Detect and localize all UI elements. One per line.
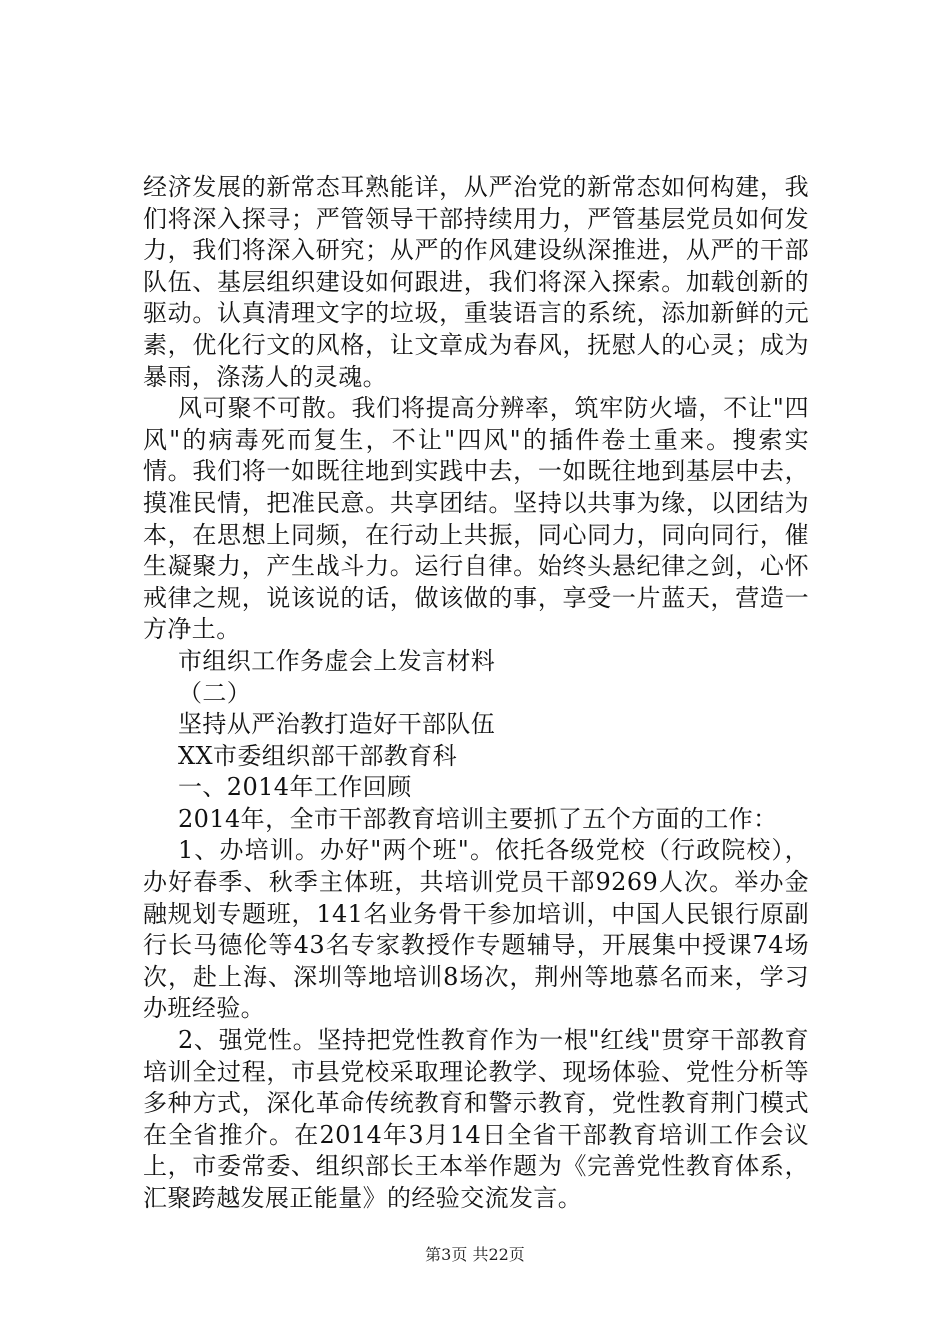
- paragraph: 1、办培训。办好"两个班"。依托各级党校（行政院校），办好春季、秋季主体班，共培训党员干部9269人次。举办金融规划专题班，141名业务骨干参加培训，中国人民银行原副行长马德伦等43名专家教授作专题辅导，开展集中授课74场次，赴上海、深圳等地培训8场次，荆州等地慕名而来，学习办班经验。: [143, 836, 809, 1023]
- document-subtitle: （二）: [178, 678, 252, 707]
- paragraph: 2、强党性。坚持把党性教育作为一根"红线"贯穿干部教育培训全过程，市县党校采取理论教学、现场体验、党性分析等多种方式，深化革命传统教育和警示教育，党性教育荆门模式在全省推介。在2014年3月14日全省干部教育培训工作会议上，市委常委、组织部长王本举作题为《完善党性教育体系，汇聚跨越发展正能量》的经验交流发言。: [143, 1026, 809, 1212]
- author-line: XX市委组织部干部教育科: [178, 741, 457, 770]
- paragraph: 2014年，全市干部教育培训主要抓了五个方面的工作：: [178, 804, 778, 833]
- document-body: [143, 172, 809, 1215]
- paragraph: 风可聚不可散。我们将提高分辨率，筑牢防火墙，不让"四风"的病毒死而复生，不让"四风"的插件卷土重来。搜索实情。我们将一如既往地到实践中去，一如既往地到基层中去，摸准民情，把准民意。共享团结。坚持以共事为缘，以团结为本，在思想上同频，在行动上共振，同心同力，同向同行，催生凝聚力，产生战斗力。运行自律。始终头悬纪律之剑，心怀戒律之规，说该说的话，做该做的事，享受一片蓝天，营造一方净土。: [143, 394, 809, 644]
- page-footer: 第3页 共22页: [425, 1245, 525, 1264]
- document-title: 市组织工作务虚会上发言材料: [178, 646, 496, 675]
- paragraph-continuation: 经济发展的新常态耳熟能详，从严治党的新常态如何构建，我们将深入探寻；严管领导干部持续用力，严管基层党员如何发力，我们将深入研究；从严的作风建设纵深推进，从严的干部队伍、基层组织建设如何跟进，我们将深入探索。加载创新的驱动。认真清理文字的垃圾，重装语言的系统，添加新鲜的元素，优化行文的风格，让文章成为春风，抚慰人的心灵；成为暴雨，涤荡人的灵魂。: [143, 173, 809, 391]
- section-heading: 一、2014年工作回顾: [178, 773, 412, 802]
- section-title: 坚持从严治教打造好干部队伍: [178, 710, 496, 739]
